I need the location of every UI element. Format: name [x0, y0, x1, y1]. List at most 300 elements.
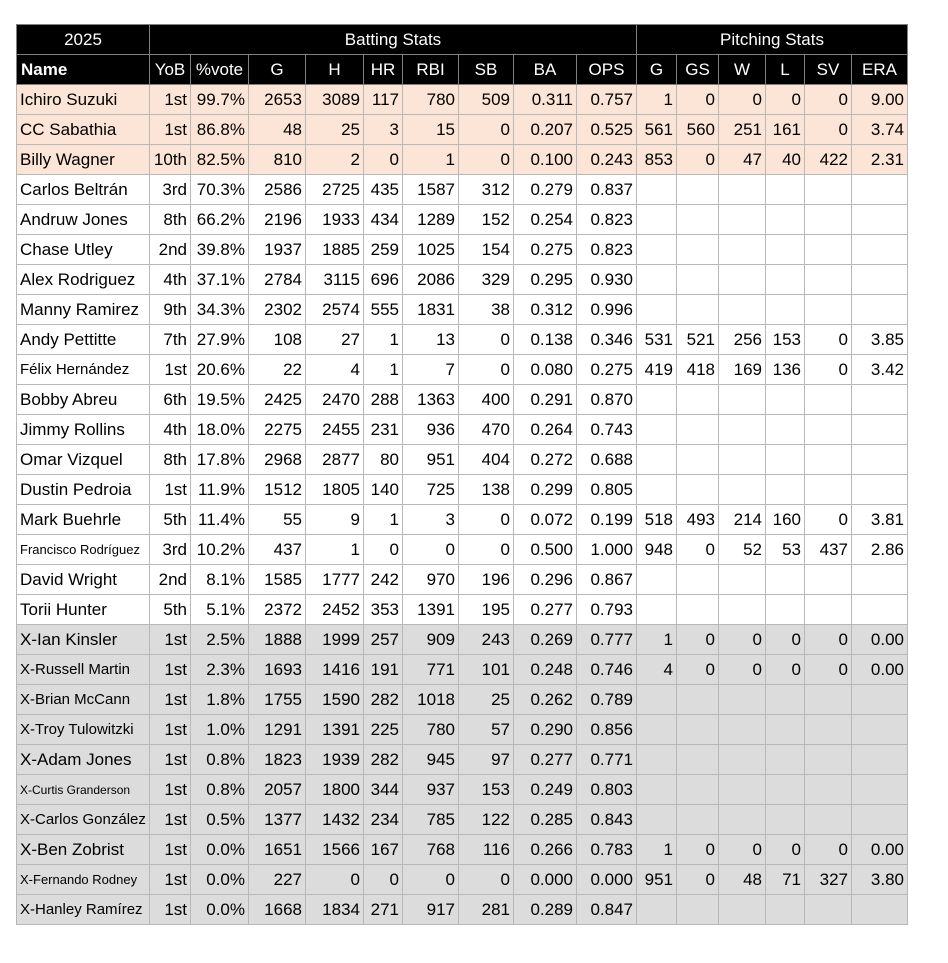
batting-games-cell: 437 — [249, 535, 306, 565]
era-cell: 2.31 — [852, 145, 908, 175]
vote-percent-cell: 86.8% — [191, 115, 249, 145]
wins-cell — [719, 205, 766, 235]
games-started-cell: 0 — [677, 535, 719, 565]
pitching-games-cell — [637, 715, 677, 745]
wins-cell — [719, 775, 766, 805]
ops-cell: 0.837 — [577, 175, 637, 205]
saves-cell: 0 — [805, 325, 852, 355]
wins-cell — [719, 475, 766, 505]
vote-percent-cell: 11.4% — [191, 505, 249, 535]
rbi-cell: 917 — [403, 895, 459, 925]
ops-cell: 0.243 — [577, 145, 637, 175]
games-started-cell — [677, 745, 719, 775]
saves-cell — [805, 265, 852, 295]
table-row — [17, 115, 908, 145]
games-started-cell — [677, 595, 719, 625]
batting-games-cell: 1937 — [249, 235, 306, 265]
pitching-games-cell — [637, 265, 677, 295]
pitching-games-cell — [637, 445, 677, 475]
games-started-cell — [677, 805, 719, 835]
col-hr: HR — [364, 55, 403, 85]
batting-average-cell: 0.285 — [514, 805, 577, 835]
ops-cell: 0.847 — [577, 895, 637, 925]
ops-cell: 0.346 — [577, 325, 637, 355]
ops-cell: 0.000 — [577, 865, 637, 895]
batting-games-cell: 2784 — [249, 265, 306, 295]
rbi-cell: 909 — [403, 625, 459, 655]
ballot-table — [16, 24, 908, 925]
saves-cell — [805, 295, 852, 325]
era-cell — [852, 265, 908, 295]
year-header: 2025 — [17, 25, 150, 55]
player-name-cell: Ichiro Suzuki — [17, 85, 150, 115]
era-cell: 3.42 — [852, 355, 908, 385]
rbi-cell: 0 — [403, 865, 459, 895]
batting-average-cell: 0.277 — [514, 595, 577, 625]
vote-percent-cell: 1.0% — [191, 715, 249, 745]
batting-average-cell: 0.264 — [514, 415, 577, 445]
stolen-bases-cell: 195 — [459, 595, 514, 625]
ops-cell: 0.199 — [577, 505, 637, 535]
table-row — [17, 415, 908, 445]
stolen-bases-cell: 404 — [459, 445, 514, 475]
col-sb: SB — [459, 55, 514, 85]
year-on-ballot-cell: 2nd — [150, 565, 191, 595]
year-on-ballot-cell: 1st — [150, 115, 191, 145]
vote-percent-cell: 0.0% — [191, 895, 249, 925]
batting-average-cell: 0.279 — [514, 175, 577, 205]
stolen-bases-cell: 196 — [459, 565, 514, 595]
home-runs-cell: 282 — [364, 685, 403, 715]
pitching-games-cell — [637, 205, 677, 235]
hits-cell: 1939 — [306, 745, 364, 775]
stolen-bases-cell: 281 — [459, 895, 514, 925]
losses-cell: 53 — [766, 535, 805, 565]
vote-percent-cell: 18.0% — [191, 415, 249, 445]
home-runs-cell: 271 — [364, 895, 403, 925]
pitching-games-cell: 1 — [637, 625, 677, 655]
wins-cell: 0 — [719, 835, 766, 865]
wins-cell: 52 — [719, 535, 766, 565]
year-on-ballot-cell: 1st — [150, 835, 191, 865]
table-row — [17, 175, 908, 205]
wins-cell — [719, 295, 766, 325]
wins-cell — [719, 415, 766, 445]
col-h: H — [306, 55, 364, 85]
batting-average-cell: 0.272 — [514, 445, 577, 475]
saves-cell: 0 — [805, 115, 852, 145]
saves-cell: 0 — [805, 625, 852, 655]
group-header-row — [17, 25, 908, 55]
rbi-cell: 1831 — [403, 295, 459, 325]
rbi-cell: 1289 — [403, 205, 459, 235]
saves-cell — [805, 445, 852, 475]
batting-average-cell: 0.312 — [514, 295, 577, 325]
player-name-cell: Mark Buehrle — [17, 505, 150, 535]
batting-games-cell: 1693 — [249, 655, 306, 685]
batting-games-cell: 1823 — [249, 745, 306, 775]
vote-percent-cell: 27.9% — [191, 325, 249, 355]
games-started-cell — [677, 475, 719, 505]
batting-average-cell: 0.269 — [514, 625, 577, 655]
stolen-bases-cell: 509 — [459, 85, 514, 115]
batting-average-cell: 0.249 — [514, 775, 577, 805]
pitching-games-cell: 1 — [637, 835, 677, 865]
hits-cell: 2 — [306, 145, 364, 175]
era-cell — [852, 775, 908, 805]
wins-cell — [719, 445, 766, 475]
batting-games-cell: 1512 — [249, 475, 306, 505]
stolen-bases-cell: 97 — [459, 745, 514, 775]
home-runs-cell: 140 — [364, 475, 403, 505]
pitching-games-cell — [637, 295, 677, 325]
home-runs-cell: 1 — [364, 325, 403, 355]
table-row — [17, 445, 908, 475]
wins-cell: 0 — [719, 85, 766, 115]
wins-cell — [719, 685, 766, 715]
rbi-cell: 0 — [403, 535, 459, 565]
player-name-cell: David Wright — [17, 565, 150, 595]
wins-cell — [719, 235, 766, 265]
losses-cell — [766, 595, 805, 625]
hits-cell: 1800 — [306, 775, 364, 805]
batting-games-cell: 1755 — [249, 685, 306, 715]
year-on-ballot-cell: 10th — [150, 145, 191, 175]
ops-cell: 0.783 — [577, 835, 637, 865]
pitching-games-cell — [637, 235, 677, 265]
table-row — [17, 655, 908, 685]
saves-cell: 422 — [805, 145, 852, 175]
stolen-bases-cell: 25 — [459, 685, 514, 715]
era-cell: 3.81 — [852, 505, 908, 535]
home-runs-cell: 80 — [364, 445, 403, 475]
batting-average-cell: 0.277 — [514, 745, 577, 775]
batting-average-cell: 0.254 — [514, 205, 577, 235]
losses-cell — [766, 805, 805, 835]
era-cell — [852, 295, 908, 325]
year-on-ballot-cell: 1st — [150, 895, 191, 925]
saves-cell: 0 — [805, 835, 852, 865]
year-on-ballot-cell: 6th — [150, 385, 191, 415]
home-runs-cell: 231 — [364, 415, 403, 445]
year-on-ballot-cell: 8th — [150, 205, 191, 235]
saves-cell — [805, 565, 852, 595]
vote-percent-cell: 0.5% — [191, 805, 249, 835]
stolen-bases-cell: 400 — [459, 385, 514, 415]
ops-cell: 0.867 — [577, 565, 637, 595]
table-row — [17, 745, 908, 775]
era-cell — [852, 595, 908, 625]
wins-cell: 169 — [719, 355, 766, 385]
batting-games-cell: 1377 — [249, 805, 306, 835]
batting-games-cell: 2057 — [249, 775, 306, 805]
player-name-cell: Andruw Jones — [17, 205, 150, 235]
home-runs-cell: 1 — [364, 355, 403, 385]
hits-cell: 2725 — [306, 175, 364, 205]
games-started-cell — [677, 715, 719, 745]
rbi-cell: 13 — [403, 325, 459, 355]
vote-percent-cell: 99.7% — [191, 85, 249, 115]
player-name-cell: Carlos Beltrán — [17, 175, 150, 205]
ops-cell: 0.843 — [577, 805, 637, 835]
games-started-cell — [677, 445, 719, 475]
wins-cell: 0 — [719, 625, 766, 655]
table-header — [17, 25, 908, 85]
year-on-ballot-cell: 1st — [150, 745, 191, 775]
rbi-cell: 7 — [403, 355, 459, 385]
vote-percent-cell: 17.8% — [191, 445, 249, 475]
column-header-row — [17, 55, 908, 85]
rbi-cell: 780 — [403, 85, 459, 115]
batting-average-cell: 0.500 — [514, 535, 577, 565]
hits-cell: 25 — [306, 115, 364, 145]
home-runs-cell: 555 — [364, 295, 403, 325]
games-started-cell — [677, 295, 719, 325]
player-name-cell: Félix Hernández — [17, 355, 150, 385]
games-started-cell — [677, 265, 719, 295]
losses-cell — [766, 295, 805, 325]
ops-cell: 0.930 — [577, 265, 637, 295]
losses-cell: 40 — [766, 145, 805, 175]
batting-average-cell: 0.072 — [514, 505, 577, 535]
saves-cell — [805, 745, 852, 775]
era-cell — [852, 445, 908, 475]
ops-cell: 0.688 — [577, 445, 637, 475]
ops-cell: 0.856 — [577, 715, 637, 745]
hits-cell: 9 — [306, 505, 364, 535]
pitching-games-cell — [637, 685, 677, 715]
rbi-cell: 936 — [403, 415, 459, 445]
losses-cell: 153 — [766, 325, 805, 355]
losses-cell: 0 — [766, 655, 805, 685]
saves-cell — [805, 805, 852, 835]
ops-cell: 0.823 — [577, 235, 637, 265]
home-runs-cell: 344 — [364, 775, 403, 805]
home-runs-cell: 288 — [364, 385, 403, 415]
games-started-cell: 0 — [677, 655, 719, 685]
vote-percent-cell: 0.8% — [191, 775, 249, 805]
year-on-ballot-cell: 4th — [150, 265, 191, 295]
player-name-cell: X-Ben Zobrist — [17, 835, 150, 865]
rbi-cell: 970 — [403, 565, 459, 595]
stolen-bases-cell: 0 — [459, 355, 514, 385]
year-on-ballot-cell: 1st — [150, 655, 191, 685]
table-row — [17, 805, 908, 835]
batting-games-cell: 1651 — [249, 835, 306, 865]
pitching-games-cell — [637, 565, 677, 595]
saves-cell — [805, 475, 852, 505]
hits-cell: 1590 — [306, 685, 364, 715]
games-started-cell — [677, 175, 719, 205]
losses-cell — [766, 265, 805, 295]
player-name-cell: Manny Ramirez — [17, 295, 150, 325]
hits-cell: 0 — [306, 865, 364, 895]
year-on-ballot-cell: 1st — [150, 85, 191, 115]
rbi-cell: 1587 — [403, 175, 459, 205]
year-on-ballot-cell: 2nd — [150, 235, 191, 265]
ops-cell: 0.996 — [577, 295, 637, 325]
hits-cell: 1777 — [306, 565, 364, 595]
table-row — [17, 715, 908, 745]
wins-cell — [719, 385, 766, 415]
batting-games-cell: 810 — [249, 145, 306, 175]
saves-cell: 0 — [805, 355, 852, 385]
table-row — [17, 865, 908, 895]
hits-cell: 1432 — [306, 805, 364, 835]
vote-percent-cell: 0.0% — [191, 835, 249, 865]
batting-average-cell: 0.262 — [514, 685, 577, 715]
games-started-cell — [677, 775, 719, 805]
col-rbi: RBI — [403, 55, 459, 85]
losses-cell: 0 — [766, 85, 805, 115]
vote-percent-cell: 2.3% — [191, 655, 249, 685]
batting-games-cell: 48 — [249, 115, 306, 145]
stolen-bases-cell: 152 — [459, 205, 514, 235]
batting-average-cell: 0.266 — [514, 835, 577, 865]
pitching-games-cell — [637, 415, 677, 445]
ops-cell: 0.803 — [577, 775, 637, 805]
col-ba: BA — [514, 55, 577, 85]
era-cell — [852, 715, 908, 745]
stolen-bases-cell: 470 — [459, 415, 514, 445]
home-runs-cell: 257 — [364, 625, 403, 655]
year-on-ballot-cell: 1st — [150, 685, 191, 715]
wins-cell — [719, 595, 766, 625]
stolen-bases-cell: 329 — [459, 265, 514, 295]
vote-percent-cell: 19.5% — [191, 385, 249, 415]
pitching-games-cell: 1 — [637, 85, 677, 115]
stolen-bases-cell: 0 — [459, 325, 514, 355]
stolen-bases-cell: 154 — [459, 235, 514, 265]
games-started-cell: 493 — [677, 505, 719, 535]
batting-average-cell: 0.295 — [514, 265, 577, 295]
table-row — [17, 385, 908, 415]
losses-cell: 161 — [766, 115, 805, 145]
ops-cell: 0.805 — [577, 475, 637, 505]
table-row — [17, 85, 908, 115]
hits-cell: 1805 — [306, 475, 364, 505]
year-on-ballot-cell: 5th — [150, 595, 191, 625]
losses-cell: 0 — [766, 835, 805, 865]
games-started-cell — [677, 205, 719, 235]
saves-cell — [805, 175, 852, 205]
stolen-bases-cell: 243 — [459, 625, 514, 655]
ops-cell: 0.275 — [577, 355, 637, 385]
games-started-cell: 0 — [677, 145, 719, 175]
saves-cell: 0 — [805, 505, 852, 535]
home-runs-cell: 0 — [364, 865, 403, 895]
wins-cell — [719, 715, 766, 745]
year-on-ballot-cell: 8th — [150, 445, 191, 475]
table-body — [17, 85, 908, 925]
ops-cell: 0.743 — [577, 415, 637, 445]
wins-cell: 214 — [719, 505, 766, 535]
pitching-games-cell — [637, 595, 677, 625]
era-cell: 9.00 — [852, 85, 908, 115]
era-cell: 0.00 — [852, 625, 908, 655]
batting-average-cell: 0.299 — [514, 475, 577, 505]
home-runs-cell: 167 — [364, 835, 403, 865]
era-cell: 3.80 — [852, 865, 908, 895]
games-started-cell — [677, 565, 719, 595]
wins-cell — [719, 805, 766, 835]
saves-cell — [805, 205, 852, 235]
games-started-cell — [677, 415, 719, 445]
saves-cell: 0 — [805, 655, 852, 685]
era-cell — [852, 745, 908, 775]
home-runs-cell: 3 — [364, 115, 403, 145]
home-runs-cell: 259 — [364, 235, 403, 265]
batting-average-cell: 0.000 — [514, 865, 577, 895]
losses-cell — [766, 685, 805, 715]
table-row — [17, 835, 908, 865]
vote-percent-cell: 11.9% — [191, 475, 249, 505]
batting-average-cell: 0.207 — [514, 115, 577, 145]
batting-average-cell: 0.296 — [514, 565, 577, 595]
ops-cell: 0.757 — [577, 85, 637, 115]
pitching-games-cell: 531 — [637, 325, 677, 355]
batting-games-cell: 2586 — [249, 175, 306, 205]
player-name-cell: Alex Rodriguez — [17, 265, 150, 295]
pitching-games-cell: 853 — [637, 145, 677, 175]
games-started-cell: 0 — [677, 835, 719, 865]
pitching-games-cell: 948 — [637, 535, 677, 565]
player-name-cell: X-Troy Tulowitzki — [17, 715, 150, 745]
pitching-games-cell — [637, 475, 677, 505]
losses-cell — [766, 715, 805, 745]
games-started-cell — [677, 685, 719, 715]
pitching-group-header: Pitching Stats — [637, 25, 908, 55]
games-started-cell — [677, 235, 719, 265]
vote-percent-cell: 39.8% — [191, 235, 249, 265]
era-cell — [852, 805, 908, 835]
ops-cell: 0.870 — [577, 385, 637, 415]
vote-percent-cell: 34.3% — [191, 295, 249, 325]
table-row — [17, 145, 908, 175]
wins-cell — [719, 565, 766, 595]
batting-games-cell: 2653 — [249, 85, 306, 115]
batting-average-cell: 0.311 — [514, 85, 577, 115]
era-cell: 3.85 — [852, 325, 908, 355]
col-sv: SV — [805, 55, 852, 85]
hits-cell: 1885 — [306, 235, 364, 265]
vote-percent-cell: 10.2% — [191, 535, 249, 565]
stolen-bases-cell: 0 — [459, 535, 514, 565]
rbi-cell: 725 — [403, 475, 459, 505]
batting-games-cell: 227 — [249, 865, 306, 895]
table-row — [17, 355, 908, 385]
stolen-bases-cell: 0 — [459, 865, 514, 895]
hits-cell: 1933 — [306, 205, 364, 235]
pitching-games-cell: 951 — [637, 865, 677, 895]
pitching-games-cell — [637, 805, 677, 835]
batting-games-cell: 2302 — [249, 295, 306, 325]
batting-games-cell: 108 — [249, 325, 306, 355]
saves-cell — [805, 235, 852, 265]
saves-cell: 0 — [805, 85, 852, 115]
col-w: W — [719, 55, 766, 85]
year-on-ballot-cell: 1st — [150, 355, 191, 385]
saves-cell: 437 — [805, 535, 852, 565]
games-started-cell: 0 — [677, 865, 719, 895]
games-started-cell — [677, 895, 719, 925]
pitching-games-cell: 419 — [637, 355, 677, 385]
player-name-cell: X-Brian McCann — [17, 685, 150, 715]
hits-cell: 3115 — [306, 265, 364, 295]
year-on-ballot-cell: 5th — [150, 505, 191, 535]
vote-percent-cell: 0.8% — [191, 745, 249, 775]
losses-cell — [766, 385, 805, 415]
